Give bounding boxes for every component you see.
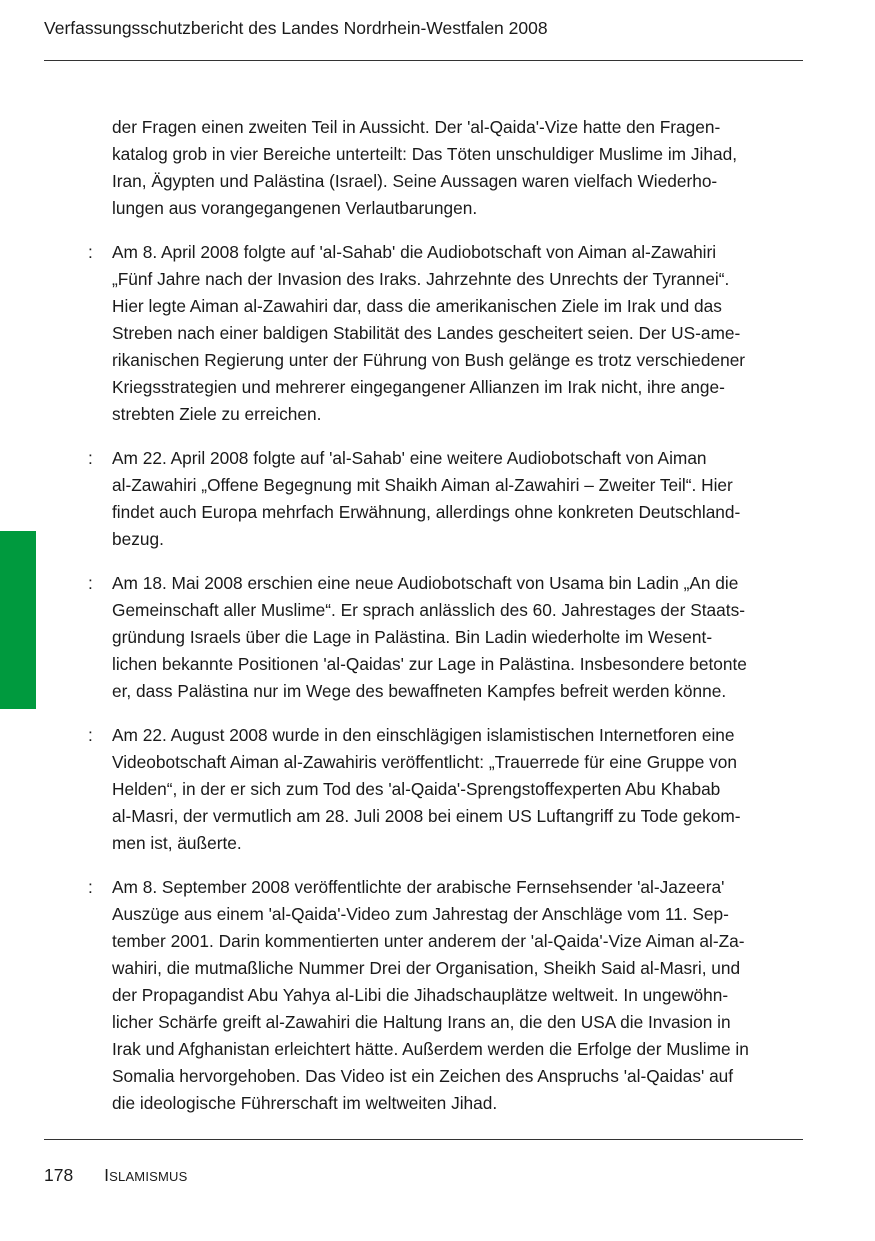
section-name	[104, 1165, 187, 1185]
footer-divider	[44, 1139, 803, 1140]
header-divider	[44, 60, 803, 61]
text-line: „Fünf Jahre nach der Invasion des Iraks. Jahrzehnte des Unrechts der Tyrannei“.	[112, 269, 730, 289]
text-line: katalog grob in vier Bereiche unterteilt: Das Töten unschuldiger Muslime im Jihad,	[112, 144, 737, 164]
text-line: Iran, Ägypten und Palästina (Israel). Seine Aussagen waren vielfach Wiederho-	[112, 171, 718, 191]
text-line: rikanischen Regierung unter der Führung von Bush gelänge es trotz verschiedener	[112, 350, 746, 370]
text-line: Somalia hervorgehoben. Das Video ist ein Zeichen des Anspruchs 'al-Qaidas' auf	[112, 1066, 734, 1086]
text-line: Hier legte Aiman al-Zawahiri dar, dass die amerikanischen Ziele im Irak und das	[112, 296, 722, 316]
bullet-item-august-22	[88, 722, 807, 857]
text-line: tember 2001. Darin kommentierten unter anderem der 'al-Qaida'-Vize Aiman al-Za-	[112, 931, 745, 951]
text-line: der Fragen einen zweiten Teil in Aussicht. Der 'al-Qaida'-Vize hatte den Fragen-	[112, 117, 721, 137]
bullet-marker: :	[88, 448, 93, 468]
text-line: strebten Ziele zu erreichen.	[112, 404, 322, 424]
text-line: Gemeinschaft aller Muslime“. Er sprach anlässlich des 60. Jahrestages der Staats-	[112, 600, 745, 620]
text-line: men ist, äußerte.	[112, 833, 242, 853]
bullet-item-april-22	[88, 445, 807, 553]
text-line: lichen bekannte Positionen 'al-Qaidas' zur Lage in Palästina. Insbesondere betonte	[112, 654, 747, 674]
text-line: al-Masri, der vermutlich am 28. Juli 2008 bei einem US Luftangriff zu Tode gekom-	[112, 806, 741, 826]
bullet-item-september-8	[88, 874, 807, 1117]
text-line: Helden“, in der er sich zum Tod des 'al-Qaida'-Sprengstoffexperten Abu Khabab	[112, 779, 721, 799]
page-number: 178	[44, 1165, 74, 1185]
text-line: wahiri, die mutmaßliche Nummer Drei der Organisation, Sheikh Said al-Masri, und	[112, 958, 741, 978]
text-line: er, dass Palästina nur im Wege des bewaffneten Kampfes befreit werden könne.	[112, 681, 727, 701]
text-line: Am 8. September 2008 veröffentlichte der arabische Fernsehsender 'al-Jazeera'	[112, 877, 725, 897]
header-title: Verfassungsschutzbericht des Landes Nordrhein-Westfalen 2008	[44, 18, 548, 38]
text-line: findet auch Europa mehrfach Erwähnung, allerdings ohne konkreten Deutschland-	[112, 502, 741, 522]
text-line: Streben nach einer baldigen Stabilität des Landes gescheitert seien. Der US-ame-	[112, 323, 741, 343]
text-line: Am 22. August 2008 wurde in den einschlägigen islamistischen Internetforen eine	[112, 725, 735, 745]
text-line: Irak und Afghanistan erleichtert hätte. Außerdem werden die Erfolge der Muslime in	[112, 1039, 749, 1059]
text-line: al-Zawahiri „Offene Begegnung mit Shaikh Aiman al-Zawahiri – Zweiter Teil“. Hier	[112, 475, 733, 495]
bullet-marker: :	[88, 573, 93, 593]
text-line: die ideologische Führerschaft im weltweiten Jihad.	[112, 1093, 498, 1113]
text-line: gründung Israels über die Lage in Palästina. Bin Ladin wiederholte im Wesent-	[112, 627, 713, 647]
bullet-marker: :	[88, 877, 93, 897]
text-line: der Propagandist Abu Yahya al-Libi die Jihadschauplätze weltweit. In ungewöhn-	[112, 985, 729, 1005]
page-footer	[44, 1164, 188, 1188]
paragraph-continuation	[112, 114, 807, 222]
bullet-item-may-18	[88, 570, 807, 705]
text-line: Videobotschaft Aiman al-Zawahiris veröffentlicht: „Trauerrede für eine Gruppe von	[112, 752, 738, 772]
section-name-rest: SLAMISMUS	[109, 1169, 188, 1184]
text-line: Am 22. April 2008 folgte auf 'al-Sahab' eine weitere Audiobotschaft von Aiman	[112, 448, 707, 468]
text-line: Am 18. Mai 2008 erschien eine neue Audiobotschaft von Usama bin Ladin „An die	[112, 573, 739, 593]
chapter-side-tab	[0, 531, 36, 709]
text-line: Am 8. April 2008 folgte auf 'al-Sahab' die Audiobotschaft von Aiman al-Zawahiri	[112, 242, 717, 262]
bullet-marker: :	[88, 242, 93, 262]
text-line: licher Schärfe greift al-Zawahiri die Haltung Irans an, die den USA die Invasion in	[112, 1012, 731, 1032]
text-line: lungen aus vorangegangenen Verlautbarungen.	[112, 198, 478, 218]
bullet-item-april-8	[88, 239, 807, 428]
text-line: bezug.	[112, 529, 164, 549]
text-line: Auszüge aus einem 'al-Qaida'-Video zum Jahrestag der Anschläge vom 11. Sep-	[112, 904, 729, 924]
section-name-initial: I	[104, 1165, 110, 1185]
bullet-marker: :	[88, 725, 93, 745]
text-line: Kriegsstrategien und mehrerer eingegangener Allianzen im Irak nicht, ihre ange-	[112, 377, 725, 397]
main-content	[88, 114, 807, 1134]
